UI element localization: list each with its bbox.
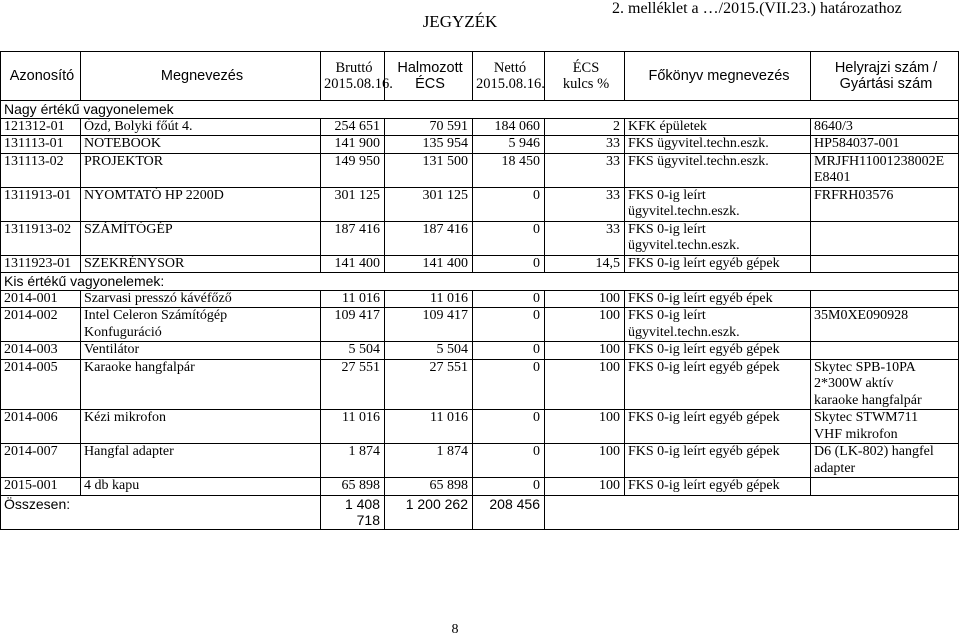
cell-rate: 100 (545, 478, 625, 496)
cell-rate: 33 (545, 187, 625, 221)
cell-net: 18 450 (473, 153, 545, 187)
section-large-assets (1, 101, 959, 119)
cell-ledger: FKS ügyvitel.techn.eszk. (625, 153, 811, 187)
cell-rate: 100 (545, 359, 625, 410)
cell-gross: 11 016 (321, 410, 385, 444)
cell-rate: 100 (545, 290, 625, 308)
cell-location: D6 (LK-802) hangfel adapter (811, 444, 959, 478)
cell-accum: 5 504 (385, 342, 473, 360)
cell-gross: 11 016 (321, 290, 385, 308)
cell-rate: 100 (545, 308, 625, 342)
cell-rate: 100 (545, 410, 625, 444)
table-row (1, 153, 959, 187)
cell-name: SZÁMÍTÓGÉP (81, 221, 321, 255)
cell-name: Intel Celeron Számítógép Konfuguráció (81, 308, 321, 342)
table-row (1, 136, 959, 154)
cell-net: 0 (473, 290, 545, 308)
cell-rate: 33 (545, 221, 625, 255)
col-header-rate: ÉCS kulcs % (545, 52, 625, 101)
cell-name: Ózd, Bolyki főút 4. (81, 118, 321, 136)
cell-name: Szarvasi presszó kávéfőző (81, 290, 321, 308)
cell-accum: 70 591 (385, 118, 473, 136)
cell-net: 0 (473, 308, 545, 342)
cell-gross: 187 416 (321, 221, 385, 255)
cell-accum: 11 016 (385, 410, 473, 444)
cell-id: 131113-02 (1, 153, 81, 187)
cell-id: 1311913-01 (1, 187, 81, 221)
cell-ledger: FKS 0-ig leírt egyéb gépek (625, 359, 811, 410)
cell-location (811, 255, 959, 273)
cell-gross: 27 551 (321, 359, 385, 410)
cell-id: 121312-01 (1, 118, 81, 136)
totals-net: 208 456 (473, 495, 545, 529)
cell-net: 5 946 (473, 136, 545, 154)
cell-rate: 2 (545, 118, 625, 136)
cell-rate: 14,5 (545, 255, 625, 273)
totals-accum: 1 200 262 (385, 495, 473, 529)
cell-location (811, 342, 959, 360)
table-row (1, 410, 959, 444)
col-header-id: Azonosító (1, 52, 81, 101)
cell-location: 8640/3 (811, 118, 959, 136)
cell-ledger: FKS 0-ig leírt egyéb épek (625, 290, 811, 308)
cell-accum: 65 898 (385, 478, 473, 496)
cell-rate: 33 (545, 136, 625, 154)
cell-location: MRJFH11001238002E E8401 (811, 153, 959, 187)
cell-net: 0 (473, 478, 545, 496)
cell-net: 0 (473, 410, 545, 444)
table-row (1, 342, 959, 360)
table-row (1, 478, 959, 496)
cell-name: Hangfal adapter (81, 444, 321, 478)
cell-location: FRFRH03576 (811, 187, 959, 221)
cell-ledger: FKS 0-ig leírt ügyvitel.techn.eszk. (625, 308, 811, 342)
cell-net: 0 (473, 187, 545, 221)
cell-id: 2014-006 (1, 410, 81, 444)
table-row (1, 221, 959, 255)
cell-accum: 131 500 (385, 153, 473, 187)
section-title: Nagy értékű vagyonelemek (1, 101, 959, 119)
col-header-accum: Halmozott ÉCS (385, 52, 473, 101)
table-row (1, 308, 959, 342)
cell-ledger: FKS 0-ig leírt ügyvitel.techn.eszk. (625, 187, 811, 221)
section-title: Kis értékű vagyonelemek: (1, 273, 959, 291)
cell-location (811, 221, 959, 255)
cell-location: HP584037-001 (811, 136, 959, 154)
cell-gross: 109 417 (321, 308, 385, 342)
totals-empty (545, 495, 959, 529)
cell-accum: 187 416 (385, 221, 473, 255)
cell-net: 0 (473, 255, 545, 273)
section-small-assets (1, 273, 959, 291)
cell-name: PROJEKTOR (81, 153, 321, 187)
table-row (1, 118, 959, 136)
table-row (1, 255, 959, 273)
cell-gross: 5 504 (321, 342, 385, 360)
cell-ledger: FKS 0-ig leírt egyéb gépek (625, 410, 811, 444)
cell-rate: 33 (545, 153, 625, 187)
col-header-ledger: Főkönyv megnevezés (625, 52, 811, 101)
cell-gross: 141 400 (321, 255, 385, 273)
page-number: 8 (451, 622, 459, 637)
cell-net: 0 (473, 221, 545, 255)
cell-id: 2015-001 (1, 478, 81, 496)
cell-name: SZEKRÉNYSOR (81, 255, 321, 273)
col-header-location: Helyrajzi szám / Gyártási szám (811, 52, 959, 101)
cell-name: 4 db kapu (81, 478, 321, 496)
col-header-name: Megnevezés (81, 52, 321, 101)
annex-reference: 2. melléklet a …/2015.(VII.23.) határozathoz (612, 0, 902, 17)
cell-gross: 301 125 (321, 187, 385, 221)
cell-id: 2014-003 (1, 342, 81, 360)
cell-id: 2014-007 (1, 444, 81, 478)
table-row (1, 290, 959, 308)
cell-location: Skytec STWM711 VHF mikrofon (811, 410, 959, 444)
cell-location: 35M0XE090928 (811, 308, 959, 342)
document-title: JEGYZÉK (422, 12, 498, 31)
cell-accum: 11 016 (385, 290, 473, 308)
cell-name: Karaoke hangfalpár (81, 359, 321, 410)
table-row (1, 187, 959, 221)
cell-ledger: FKS 0-ig leírt egyéb gépek (625, 444, 811, 478)
cell-ledger: FKS 0-ig leírt egyéb gépek (625, 478, 811, 496)
cell-id: 2014-005 (1, 359, 81, 410)
cell-ledger: FKS 0-ig leírt egyéb gépek (625, 342, 811, 360)
cell-rate: 100 (545, 342, 625, 360)
cell-accum: 1 874 (385, 444, 473, 478)
totals-row (1, 495, 959, 529)
cell-name: NOTEBOOK (81, 136, 321, 154)
cell-accum: 109 417 (385, 308, 473, 342)
cell-net: 0 (473, 444, 545, 478)
cell-accum: 135 954 (385, 136, 473, 154)
cell-location: Skytec SPB-10PA 2*300W aktív karaoke hangfalpár (811, 359, 959, 410)
cell-location (811, 290, 959, 308)
cell-rate: 100 (545, 444, 625, 478)
table-row (1, 359, 959, 410)
cell-name: Ventilátor (81, 342, 321, 360)
table-row (1, 444, 959, 478)
totals-gross: 1 408 718 (321, 495, 385, 529)
cell-ledger: FKS 0-ig leírt ügyvitel.techn.eszk. (625, 221, 811, 255)
cell-gross: 1 874 (321, 444, 385, 478)
cell-location (811, 478, 959, 496)
cell-net: 0 (473, 359, 545, 410)
cell-accum: 27 551 (385, 359, 473, 410)
cell-ledger: FKS ügyvitel.techn.eszk. (625, 136, 811, 154)
cell-gross: 254 651 (321, 118, 385, 136)
asset-table (0, 51, 959, 530)
cell-name: Kézi mikrofon (81, 410, 321, 444)
header-row (1, 52, 959, 101)
cell-gross: 149 950 (321, 153, 385, 187)
totals-label: Összesen: (1, 495, 321, 529)
cell-ledger: FKS 0-ig leírt egyéb gépek (625, 255, 811, 273)
cell-accum: 301 125 (385, 187, 473, 221)
cell-ledger: KFK épületek (625, 118, 811, 136)
cell-id: 1311913-02 (1, 221, 81, 255)
cell-gross: 141 900 (321, 136, 385, 154)
cell-id: 1311923-01 (1, 255, 81, 273)
cell-id: 2014-002 (1, 308, 81, 342)
cell-gross: 65 898 (321, 478, 385, 496)
col-header-gross: Bruttó 2015.08.16. (321, 52, 385, 101)
cell-id: 131113-01 (1, 136, 81, 154)
col-header-net: Nettó 2015.08.16. (473, 52, 545, 101)
cell-net: 184 060 (473, 118, 545, 136)
cell-net: 0 (473, 342, 545, 360)
cell-accum: 141 400 (385, 255, 473, 273)
cell-name: NYOMTATÓ HP 2200D (81, 187, 321, 221)
cell-id: 2014-001 (1, 290, 81, 308)
